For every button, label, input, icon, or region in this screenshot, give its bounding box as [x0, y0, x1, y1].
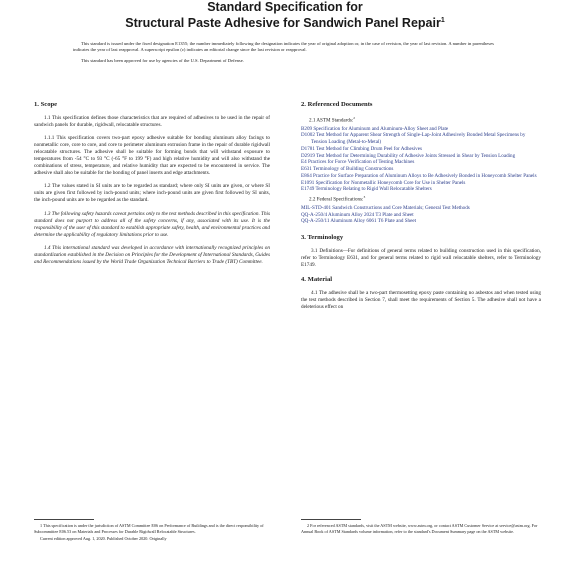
footnote-2: 2 For referenced ASTM standards, visit the ASTM website, www.astm.org, or contact ASTM Customer Service at service@astm.org. For Annual Book of ASTM Standards volume information, refer to the standard's Document Summary page on the ASTM website. [301, 523, 538, 534]
reference-code-link[interactable]: D1002 [301, 132, 315, 139]
reference-code-link[interactable]: E631 [301, 166, 312, 173]
scope-1-1-1: 1.1.1 This specification covers two-part epoxy adhesive suitable for bonding aluminum alloy facings to nonmetallic core, core to core, and core to perimeter aluminum extrusion frame in the repair of durable rigidwall relocatable structures. The adhesive shall be suitable for forming bonds that will withstand exposure to temperatures from -54 °C to 93 °C (-65 °F to 199 °F) and high relative humidity and will also withstand the combinations of stress, temperature, and relative humidity that are expected to be encountered in service. The adhesive shall also be suitable for the bonding of panel inserts and edge attachments. [34, 135, 270, 177]
scope-1-1: 1.1 This specification defines those characteristics that are required of adhesives to be used in the repair of sandwich panels for durable, rigidwall, relocatable structures. [34, 115, 270, 129]
reference-code-link[interactable]: D1781 [301, 145, 315, 152]
reference-title[interactable]: Test Method for Climbing Drum Peel for Adhesives [316, 145, 422, 152]
section-material-heading: 4. Material [301, 276, 333, 284]
reference-code-link[interactable]: QQ-A-250/11 [301, 218, 330, 225]
reference-title[interactable]: Sandwich Constructions and Core Materials; General Test Methods [332, 204, 470, 211]
reference-title[interactable]: Terminology of Building Constructions [312, 166, 394, 173]
title-footnote-marker: 1 [440, 17, 445, 24]
reference-title[interactable]: Practices for Force Verification of Testing Machines [307, 159, 415, 166]
federal-label-text: 2.2 Federal Specifications: [309, 196, 364, 203]
reference-item[interactable] [301, 166, 541, 173]
reference-item[interactable] [301, 173, 541, 180]
reference-item[interactable] [301, 205, 541, 212]
scope-1-2: 1.2 The values stated in SI units are to be regarded as standard; where only SI units are given, or where SI units are given first followed by inch-pound units; where inch-pound units are given first followed by SI units, the inch-pound units are to be regarded as the standard. [34, 183, 270, 204]
right-column [301, 100, 541, 317]
reference-code-link[interactable]: MIL-STD-401 [301, 204, 331, 211]
terminology-3-1: 3.1 Definitions—For definitions of general terms related to building construction used in this specification, refer to Terminology E631, and for general terms related to rigid wall relocatable shelters, refer to Terminology E1749. [301, 248, 541, 269]
reference-code-link[interactable]: QQ-A-250/4 [301, 211, 328, 218]
reference-item[interactable] [301, 218, 541, 225]
reference-item[interactable] [301, 146, 541, 153]
title-text: Structural Paste Adhesive for Sandwich Panel Repair [125, 16, 441, 31]
section-scope-heading: 1. Scope [34, 101, 58, 108]
reference-code-link[interactable]: E864 [301, 172, 312, 179]
left-column [34, 100, 270, 272]
intro-block [73, 41, 497, 68]
footnotes-right [301, 523, 541, 536]
section-terminology-heading: 3. Terminology [301, 234, 344, 242]
scope-1-3: 1.3 The following safety hazards caveat pertains only to the test methods described in this specification. This standard does not purport to address all of the safety concerns, if any, associated with its use. It is the responsibility of the user of this standard to establish appropriate safety, health, and environmental practices and determine the applicability of regulatory limitations prior to use. [34, 210, 270, 238]
footnote-divider-right [301, 519, 361, 520]
footnotes-left [34, 523, 270, 544]
reference-item[interactable] [301, 186, 541, 193]
reference-title[interactable]: Terminology Relating to Rigid Wall Relocatable Shelters [315, 186, 432, 193]
reference-title[interactable]: Test Method for Determining Durability of Adhesive Joints Stressed in Shear by Tension Loading [316, 152, 516, 159]
astm-standards-label [301, 115, 541, 125]
title-line-1: Standard Specification for [207, 0, 363, 14]
reference-title[interactable]: Specification for Aluminum and Aluminum-Alloy Sheet and Plate [313, 125, 449, 132]
title-block [0, 0, 570, 30]
reference-title[interactable]: Aluminum Alloy 2024 T3 Plate and Sheet [328, 211, 414, 218]
federal-specs-label [301, 194, 541, 204]
reference-title[interactable]: Aluminum Alloy 6061 T6 Plate and Sheet [330, 218, 417, 225]
footnote-divider-left [34, 519, 94, 520]
astm-reference-list [301, 126, 541, 194]
reference-code-link[interactable]: E1749 [301, 186, 315, 193]
footnote-edition: Current edition approved Aug. 1, 2020. Published October 2020. Originally [40, 536, 167, 542]
reference-code-link[interactable]: B209 [301, 125, 313, 132]
reference-item[interactable] [301, 132, 541, 146]
reference-item[interactable] [301, 180, 541, 187]
reference-title[interactable]: Practice for Surface Preparation of Aluminum Alloys to Be Adhesively Bonded in Honeycomb Shelter Panels [313, 172, 537, 179]
federal-footnote-marker: 3 [363, 195, 366, 200]
scope-1-4: 1.4 This international standard was developed in accordance with internationally recognized principles on standardization established in the Decision on Principles for the Development of International Standards, Guides and Recommendations issued by the World Trade Organization Technical Barriers to Trade (TBT) Committee. [34, 244, 270, 265]
section-references-heading: 2. Referenced Documents [301, 101, 373, 108]
footnote-1: 1 This specification is under the jurisdiction of ASTM Committee E06 on Performance of Buildings and is the direct responsibility of Subcommittee E06.53 on Materials and Processes for Durable Rigidwall Relocatable Structures. [34, 523, 264, 534]
title-line-2 [0, 14, 570, 30]
reference-item[interactable] [301, 212, 541, 219]
designation-note: This standard is issued under the fixed designation E1355; the number immediately following the designation indicates the year of original adoption or, in the case of revision, the year of last revision. A number in parentheses indicates the year of last reapproval. A superscript epsilon (ε) indicates an editorial change since the last revision or reapproval. [73, 41, 494, 53]
astm-label-text: 2.1 ASTM Standards: [309, 117, 354, 124]
astm-footnote-marker: 2 [353, 116, 356, 120]
reference-title[interactable]: Test Method for Apparent Shear Strength of Single-Lap-Joint Adhesively Bonded Metal Specimens by Tension Loading (Metal-to-Metal) [311, 132, 526, 146]
reference-code-link[interactable]: E1091 [301, 179, 315, 186]
approval-note: This standard has been approved for use by agencies of the U.S. Department of Defense. [81, 57, 244, 63]
material-4-1: 4.1 The adhesive shall be a two-part thermosetting epoxy paste containing no asbestos and when tested using the test methods described in Section 7, shall meet the requirements of Section 5. The adhesive shall not have a deleterious effect on [301, 290, 541, 311]
reference-title[interactable]: Specification for Nonmetallic Honeycomb Core for Use in Shelter Panels [315, 179, 466, 186]
reference-code-link[interactable]: E4 [301, 159, 307, 166]
reference-code-link[interactable]: D2919 [301, 152, 315, 159]
federal-reference-list [301, 205, 541, 225]
